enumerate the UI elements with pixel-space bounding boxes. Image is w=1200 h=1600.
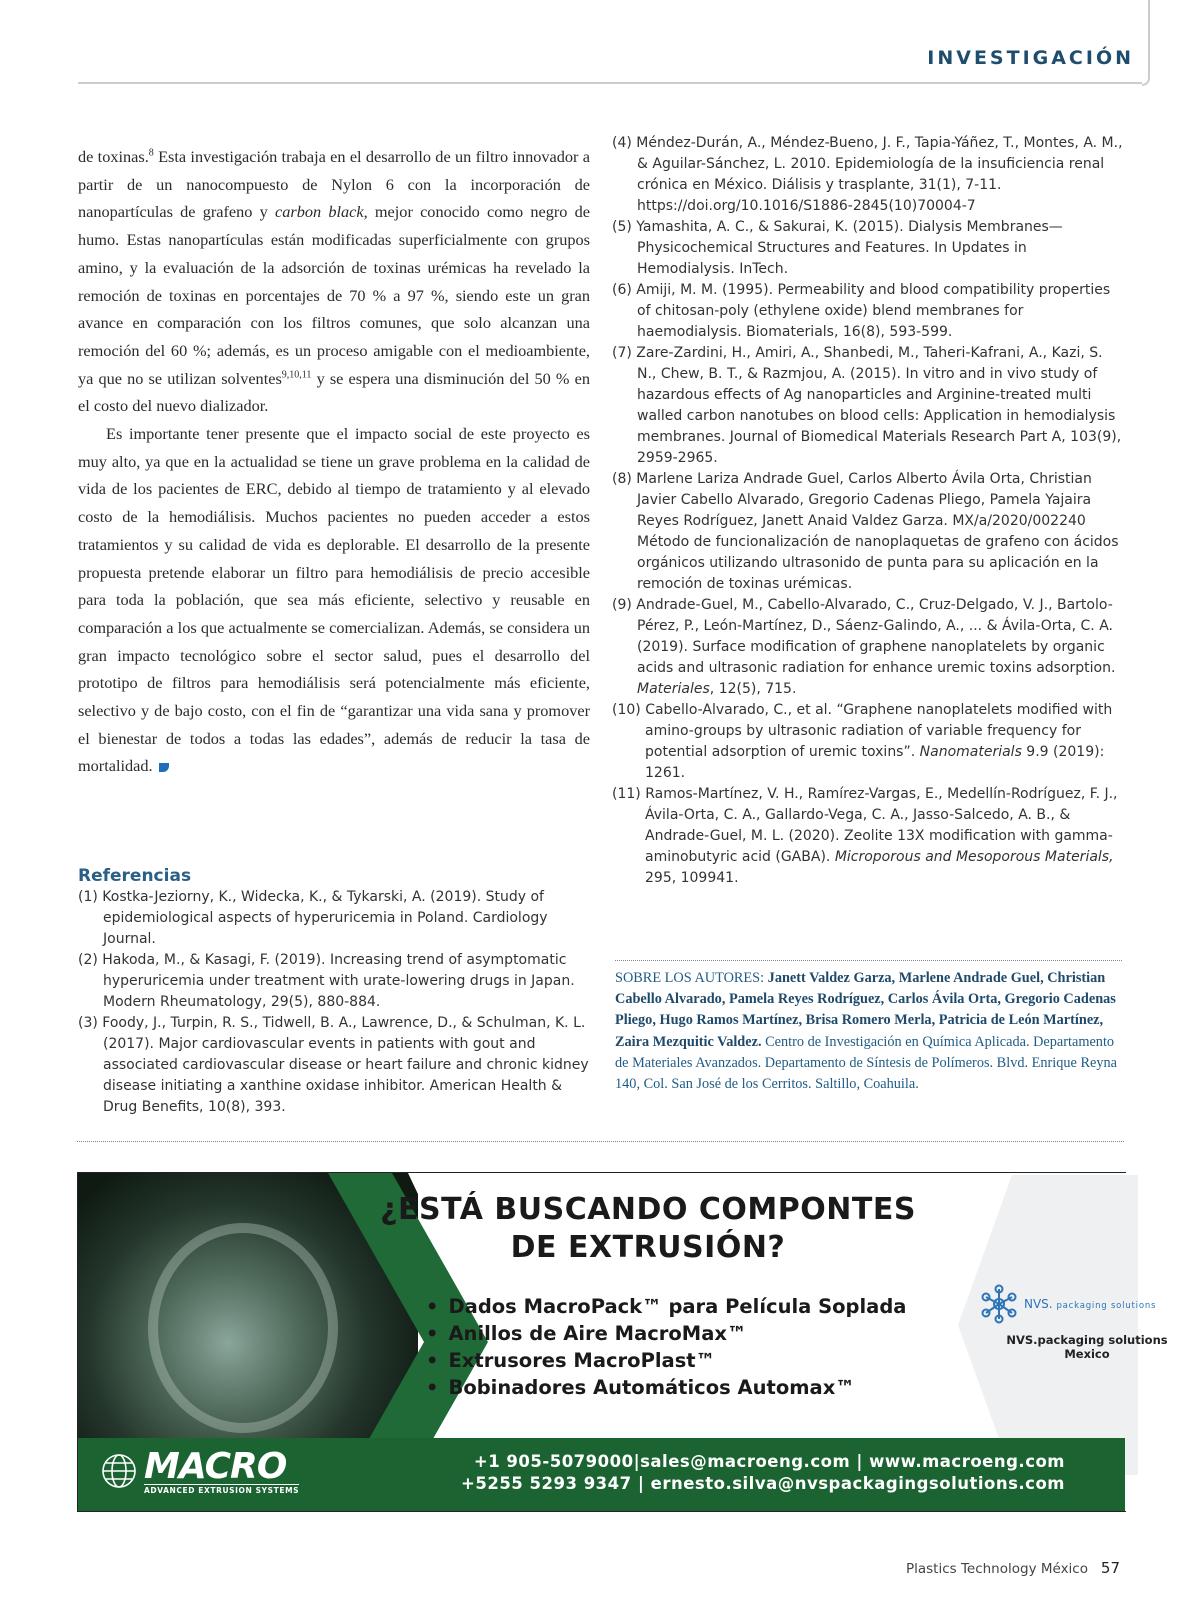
reference-item: (10) Cabello-Alvarado, C., et al. “Graphene nanoplatelets modified with amino-groups by ultrasonic radiation of variable frequency for potential adsorption of uremic toxins”. Nanomaterials 9.9 (2019): 1261.: [612, 702, 1113, 781]
reference-item: (4) Méndez-Durán, A., Méndez-Bueno, J. F., Tapia-Yáñez, T., Montes, A. M., & Aguilar-Sánchez, L. 2010. Epidemiología de la insuficiencia renal crónica en México. Diálisis y trasplante, 31(1), 7-11. https://doi.org/10.1016/S1886-2845(10)70004-7: [612, 135, 1123, 214]
ad-product-item: • Bobinadores Automáticos Automax™: [426, 1374, 906, 1401]
ad-contact-info: [461, 1451, 1065, 1495]
ad-contact-line-macro[interactable]: +1 905-5079000|sales@macroeng.com | www.macroeng.com: [473, 1452, 1065, 1471]
page-number: 57: [1100, 1559, 1120, 1577]
reference-item: (7) Zare-Zardini, H., Amiri, A., Shanbedi, M., Taheri-Kafrani, A., Kazi, S. N., Chew, B. T., & Razmjou, A. (2015). In vitro and in vivo study of hazardous effects of Ag nanoparticles and Arginine-treated multi walled carbon nanotubes on blood cells: Application in hemodialysis membranes. Journal of Biomedical Materials Research Part A, 103(9), 2959-2965.: [612, 345, 1122, 466]
footer-publication: Plastics Technology México: [905, 1561, 1088, 1577]
macro-globe-icon: [100, 1452, 138, 1490]
authors-divider: [615, 960, 1122, 961]
article-paragraph-1: de toxinas.$^8$ Esta investigación trabaja en el desarrollo de un filtro innovador a partir de un nanocompuesto de Nylon 6 con la incorporación de nanopartículas de grafeno y carbon black, mejor conocido como negro de humo. Estas nanopartículas están modificadas superficialmente con grupos amino, y la evaluación de la adsorción de toxinas urémicas ha revelado la remoción de toxinas en porcentajes de 70 % a 97 %, siendo este un gran avance en comparación con los filtros comunes, que solo alcanzan una remoción del 60 %; además, es un proceso amigable con el medioambiente, ya que no se utilizan solventes$^{9,10,11}$ y se espera una disminución del 50 % en el costo del nuevo dializador.: [78, 147, 590, 416]
ad-contact-line-nvs[interactable]: +5255 5293 9347 | ernesto.silva@nvspackagingsolutions.com: [461, 1474, 1065, 1493]
macro-wordmark: MACRO: [144, 1446, 287, 1487]
ad-product-item: • Extrusores MacroPlast™: [426, 1347, 906, 1374]
nvs-caption: NVS.packaging solutions Mexico: [1006, 1333, 1168, 1361]
ad-headline: ¿ESTÁ BUSCANDO COMPONTES DE EXTRUSIÓN?: [380, 1192, 916, 1265]
die-ring-highlight: [148, 1223, 338, 1433]
header-rule: [78, 82, 1142, 84]
ad-product-list: [426, 1293, 906, 1401]
ad-divider: [77, 1141, 1124, 1142]
reference-item: (9) Andrade-Guel, M., Cabello-Alvarado, C., Cruz-Delgado, V. J., Bartolo-Pérez, P., León-Martínez, D., Sáenz-Galindo, A., ... & Ávila-Orta, C. A. (2019). Surface modification of graphene nanoplatelets by organic acids and ultrasonic radiation for enhance uremic toxins adsorption. Materiales, 12(5), 715.: [612, 597, 1116, 697]
ad-product-item: • Anillos de Aire MacroMax™: [426, 1320, 906, 1347]
article-paragraph-2: Es importante tener presente que el impacto social de este proyecto es muy alto, ya que en la actualidad se tiene un grave problema en la calidad de vida de los pacientes de ERC, debido al tiempo de tratamiento y al elevado costo de la hemodiálisis. Muchos pacientes no pueden acceder a estos tratamientos y su calidad de vida es deplorable. El desarrollo de la presente propuesta pretende elaborar un filtro para hemodiálisis de precio accesible para toda la población, que sea más eficiente, selectivo y reusable en comparación a los que actualmente se comercializan. Además, se considera un gran impacto tecnológico sobre el sector salud, pues el desarrollo del prototipo de filtros para hemodiálisis será potencialmente más eficiente, selectivo y de bajo costo, con el fin de “garantizar una vida sana y promover el bienestar de todos a todas las edades”, además de reducir la tasa de mortalidad.: [78, 424, 590, 776]
reference-item: (6) Amiji, M. M. (1995). Permeability and blood compatibility properties of chitosan-poly (ethylene oxide) blend membranes for haemodialysis. Biomaterials, 16(8), 593-599.: [612, 282, 1111, 340]
header-corner: [1142, 0, 1150, 86]
end-of-article-icon: [159, 763, 169, 772]
reference-item: (5) Yamashita, A. C., & Sakurai, K. (2015). Dialysis Membranes—Physicochemical Structures and Features. In Updates in Hemodialysis. InTech.: [612, 219, 1063, 277]
nvs-brand-text: NVS. packaging solutions: [1024, 1297, 1157, 1311]
reference-item: (11) Ramos-Martínez, V. H., Ramírez-Vargas, E., Medellín-Rodríguez, F. J., Ávila-Orta, C. A., Gallardo-Vega, C. A., Jasso-Salcedo, A. B., & Andrade-Guel, M. L. (2020). Zeolite 13X modification with gamma-aminobutyric acid (GABA). Microporous and Mesoporous Materials, 295, 109941.: [612, 786, 1118, 886]
reference-item: (3) Foody, J., Turpin, R. S., Tidwell, B. A., Lawrence, D., & Schulman, K. L. (2017). Major cardiovascular events in patients with gout and associated cardiovascular disease or heart failure and chronic kidney disease initiating a xanthine oxidase inhibitor. American Health & Drug Benefits, 10(8), 393.: [78, 1015, 589, 1115]
about-authors: SOBRE LOS AUTORES: Janett Valdez Garza, Marlene Andrade Guel, Christian Cabello Alvarado, Pamela Reyes Rodríguez, Carlos Ávila Orta, Gregorio Cadenas Pliego, Hugo Ramos Martínez, Brisa Romero Merla, Patricia de León Martínez, Zaira Mezquitic Valdez. Centro de Investigación en Química Aplicada. Departamento de Materiales Avanzados. Departamento de Síntesis de Polímeros. Blvd. Enrique Reyna 140, Col. San José de los Cerritos. Saltillo, Coahuila.: [615, 970, 1117, 1093]
references-title: Referencias: [78, 866, 192, 886]
macro-logo: [100, 1448, 370, 1498]
ad-product-item: • Dados MacroPack™ para Película Soplada: [426, 1293, 906, 1320]
reference-item: (2) Hakoda, M., & Kasagi, F. (2019). Increasing trend of asymptomatic hyperuricemia under treatment with urate-lowering drugs in Japan. Modern Rheumatology, 29(5), 880-884.: [78, 952, 575, 1010]
reference-item: (1) Kostka-Jeziorny, K., Widecka, K., & Tykarski, A. (2019). Study of epidemiological aspects of hyperuricemia in Poland. Cardiology Journal.: [78, 889, 548, 947]
references-list-left: [78, 887, 598, 1118]
advertisement-banner[interactable]: [77, 1172, 1168, 1512]
nvs-molecule-icon: [978, 1283, 1020, 1325]
article-body: [78, 143, 590, 780]
macro-tagline: ADVANCED EXTRUSION SYSTEMS: [144, 1486, 300, 1495]
section-title: INVESTIGACIÓN: [927, 47, 1134, 69]
reference-item: (8) Marlene Lariza Andrade Guel, Carlos Alberto Ávila Orta, Christian Javier Cabello Alvarado, Gregorio Cadenas Pliego, Pamela Yajaira Reyes Rodríguez, Janett Anaid Valdez Garza. MX/a/2020/002240 Método de funcionalización de nanoplaquetas de grafeno con ácidos orgánicos utilizando ultrasonido de punta para su aplicación en la remoción de toxinas urémicas.: [612, 471, 1119, 592]
references-list-right: [612, 133, 1124, 889]
